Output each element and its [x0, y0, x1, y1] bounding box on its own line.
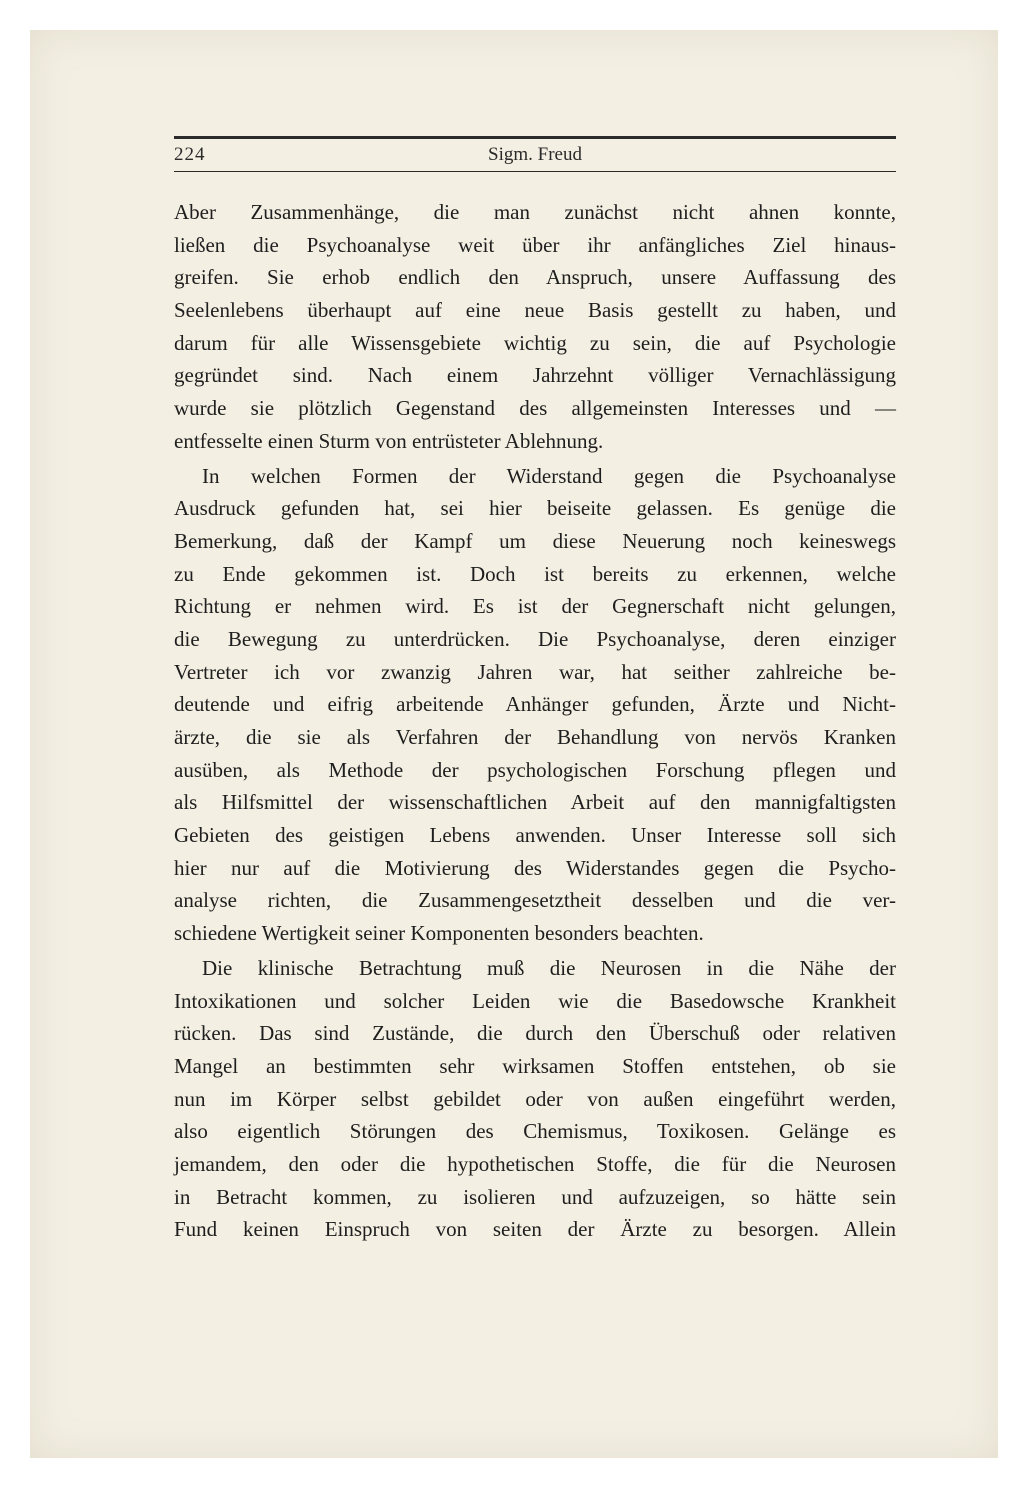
- text-line: Aber Zusammenhänge, die man zunächst nicht ahnen konnte,: [174, 200, 896, 224]
- text-line: in Betracht kommen, zu isolieren und aufzuzeigen, so hätte sein: [174, 1184, 896, 1209]
- text-line: als Hilfsmittel der wissenschaftlichen Arbeit auf den mannigfaltigsten: [174, 790, 896, 815]
- text-line: rücken. Das sind Zustände, die durch den Überschuß oder relativen: [174, 1021, 896, 1046]
- text-line: Fund keinen Einspruch von seiten der Ärzte zu besorgen. Allein: [174, 1217, 896, 1242]
- text-line: nun im Körper selbst gebildet oder von außen eingeführt werden,: [174, 1086, 896, 1111]
- paragraph-2: [174, 460, 896, 950]
- text-line: entfesselte einen Sturm von entrüsteter Ablehnung.: [174, 428, 604, 453]
- text-line: Mangel an bestimmten sehr wirksamen Stoffen entstehen, ob sie: [174, 1053, 896, 1078]
- text-line: deutende und eifrig arbeitende Anhänger gefunden, Ärzte und Nicht-: [174, 692, 896, 717]
- text-line: Vertreter ich vor zwanzig Jahren war, hat seither zahlreiche be-: [174, 659, 896, 684]
- text-line: Die klinische Betrachtung muß die Neurosen in die Nähe der: [202, 955, 896, 980]
- text-line: also eigentlich Störungen des Chemismus, Toxikosen. Gelänge es: [174, 1119, 896, 1144]
- text-line: ärzte, die sie als Verfahren der Behandlung von nervös Kranken: [174, 725, 896, 749]
- text-line: In welchen Formen der Widerstand gegen die Psychoanalyse: [202, 463, 896, 488]
- text-line: gegründet sind. Nach einem Jahrzehnt völliger Vernachlässigung: [174, 363, 896, 388]
- paragraph-3: [174, 952, 896, 1246]
- page-header: [174, 136, 896, 172]
- text-line: schiedene Wertigkeit seiner Komponenten besonders beachten.: [174, 921, 704, 946]
- text-line: Gebieten des geistigen Lebens anwenden. Unser Interesse soll sich: [174, 823, 896, 848]
- text-line: ließen die Psychoanalyse weit über ihr anfängliches Ziel hinaus-: [174, 232, 896, 257]
- page-number: 224: [174, 144, 206, 165]
- text-line: jemandem, den oder die hypothetischen Stoffe, die für die Neurosen: [174, 1151, 896, 1176]
- text-line: ausüben, als Methode der psychologischen Forschung pflegen und: [174, 757, 896, 782]
- text-line: greifen. Sie erhob endlich den Anspruch, unsere Auffassung des: [174, 265, 896, 290]
- text-line: Ausdruck gefunden hat, sei hier beiseite gelassen. Es genüge die: [174, 496, 896, 521]
- text-line: wurde sie plötzlich Gegenstand des allgemeinsten Interesses und —: [174, 396, 896, 421]
- text-line: Richtung er nehmen wird. Es ist der Gegnerschaft nicht gelungen,: [174, 594, 896, 619]
- text-line: Bemerkung, daß der Kampf um diese Neuerung noch keineswegs: [174, 528, 896, 553]
- text-line: analyse richten, die Zusammengesetztheit desselben und die ver-: [174, 888, 896, 913]
- text-line: zu Ende gekommen ist. Doch ist bereits zu erkennen, welche: [174, 561, 896, 586]
- text-line: die Bewegung zu unterdrücken. Die Psychoanalyse, deren einziger: [174, 626, 896, 651]
- running-head: Sigm. Freud: [488, 144, 582, 165]
- text-line: darum für alle Wissensgebiete wichtig zu sein, die auf Psychologie: [174, 330, 896, 355]
- paragraph-1: [174, 196, 896, 458]
- body-text: [174, 196, 896, 1248]
- text-line: Intoxikationen und solcher Leiden wie die Basedowsche Krankheit: [174, 988, 896, 1013]
- text-line: Seelenlebens überhaupt auf eine neue Basis gestellt zu haben, und: [174, 298, 896, 323]
- text-line: hier nur auf die Motivierung des Widerstandes gegen die Psycho-: [174, 855, 896, 880]
